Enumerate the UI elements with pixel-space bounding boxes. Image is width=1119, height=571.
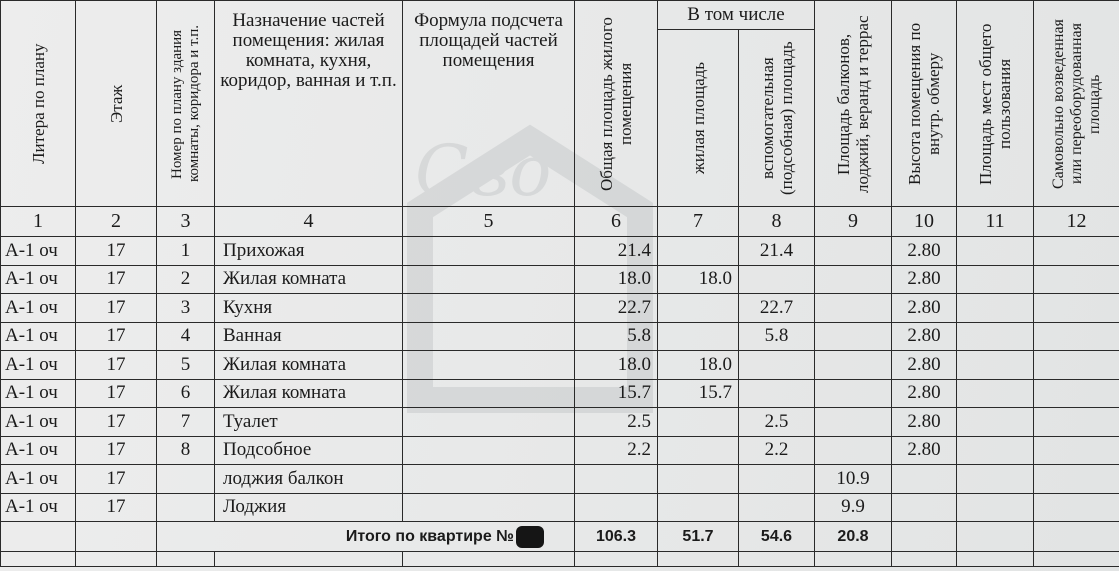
- row-mest: [957, 237, 1034, 266]
- total-row: [1, 522, 1119, 552]
- row-mest: [957, 379, 1034, 408]
- row-etazh: 17: [76, 294, 157, 323]
- row-nomer: 2: [157, 265, 215, 294]
- row-formula: [403, 408, 575, 437]
- column-number: 2: [76, 207, 157, 237]
- row-mest: [957, 465, 1034, 494]
- row-zhilaya: 18.0: [658, 351, 739, 380]
- header-zhilaya: жилая площадь: [658, 30, 739, 207]
- row-name: Жилая комната: [215, 265, 403, 294]
- row-formula: [403, 465, 575, 494]
- row-samovolno: [1034, 465, 1119, 494]
- row-etazh: 17: [76, 493, 157, 522]
- row-nomer: [157, 465, 215, 494]
- row-vspomog: 2.5: [739, 408, 815, 437]
- row-zhilaya: 15.7: [658, 379, 739, 408]
- row-zhilaya: [658, 237, 739, 266]
- row-samovolno: [1034, 379, 1119, 408]
- blank-row: [1, 552, 1119, 567]
- row-obshaya: [575, 465, 658, 494]
- row-obshaya: [575, 493, 658, 522]
- row-zhilaya: 18.0: [658, 265, 739, 294]
- redacted-number: [516, 526, 544, 548]
- total-zhilaya: 51.7: [658, 522, 739, 552]
- row-vysota: [892, 465, 957, 494]
- column-number: 1: [1, 207, 76, 237]
- row-zhilaya: [658, 322, 739, 351]
- row-obshaya: 2.2: [575, 436, 658, 465]
- column-numbers-row: [1, 207, 1119, 237]
- row-obshaya: 22.7: [575, 294, 658, 323]
- row-zhilaya: [658, 493, 739, 522]
- row-balkony: 9.9: [815, 493, 892, 522]
- row-nomer: 6: [157, 379, 215, 408]
- row-litera: А-1 оч: [1, 436, 76, 465]
- row-formula: [403, 379, 575, 408]
- row-name: Подсобное: [215, 436, 403, 465]
- total-obshaya: 106.3: [575, 522, 658, 552]
- row-samovolno: [1034, 237, 1119, 266]
- watermark-text: Сво: [415, 130, 552, 212]
- row-name: Прихожая: [215, 237, 403, 266]
- row-etazh: 17: [76, 408, 157, 437]
- row-mest: [957, 351, 1034, 380]
- row-balkony: [815, 237, 892, 266]
- row-formula: [403, 237, 575, 266]
- row-name: Кухня: [215, 294, 403, 323]
- row-vysota: 2.80: [892, 294, 957, 323]
- row-nomer: 7: [157, 408, 215, 437]
- row-formula: [403, 265, 575, 294]
- table-row: [1, 493, 1119, 522]
- header-row-top: [1, 1, 1119, 30]
- table-row: [1, 379, 1119, 408]
- row-etazh: 17: [76, 379, 157, 408]
- row-litera: А-1 оч: [1, 237, 76, 266]
- column-number: 9: [815, 207, 892, 237]
- row-formula: [403, 436, 575, 465]
- row-samovolno: [1034, 408, 1119, 437]
- row-vspomog: [739, 265, 815, 294]
- row-formula: [403, 493, 575, 522]
- row-zhilaya: [658, 294, 739, 323]
- row-balkony: [815, 265, 892, 294]
- row-samovolno: [1034, 265, 1119, 294]
- row-vspomog: 22.7: [739, 294, 815, 323]
- row-vspomog: [739, 351, 815, 380]
- row-vysota: 2.80: [892, 379, 957, 408]
- row-etazh: 17: [76, 351, 157, 380]
- row-formula: [403, 294, 575, 323]
- row-vspomog: [739, 379, 815, 408]
- header-etazh: Этаж: [76, 1, 157, 207]
- row-formula: [403, 351, 575, 380]
- row-mest: [957, 294, 1034, 323]
- header-mest: Площадь мест общего пользования: [957, 1, 1034, 207]
- total-vspomog: 54.6: [739, 522, 815, 552]
- table-row: [1, 465, 1119, 494]
- rooms-body: [1, 237, 1119, 522]
- row-vspomog: [739, 465, 815, 494]
- row-balkony: [815, 294, 892, 323]
- row-formula: [403, 322, 575, 351]
- header-formula: Формула подсчета площадей частей помещения: [403, 1, 575, 207]
- row-nomer: 5: [157, 351, 215, 380]
- row-litera: А-1 оч: [1, 408, 76, 437]
- row-name: Лоджия: [215, 493, 403, 522]
- header-v-tom-chisle: В том числе: [658, 1, 815, 30]
- row-nomer: [157, 493, 215, 522]
- header-litera: Литера по плану: [1, 1, 76, 207]
- header-balkony: Площадь балконов, лоджий, веранд и террас: [815, 1, 892, 207]
- row-mest: [957, 493, 1034, 522]
- table-row: [1, 265, 1119, 294]
- row-nomer: 4: [157, 322, 215, 351]
- total-label: Итого по квартире №: [345, 527, 514, 545]
- table-row: [1, 237, 1119, 266]
- row-mest: [957, 408, 1034, 437]
- row-vspomog: [739, 493, 815, 522]
- row-vysota: 2.80: [892, 237, 957, 266]
- column-number: 11: [957, 207, 1034, 237]
- column-number: 8: [739, 207, 815, 237]
- row-litera: А-1 оч: [1, 493, 76, 522]
- row-vspomog: 5.8: [739, 322, 815, 351]
- row-obshaya: 18.0: [575, 351, 658, 380]
- table-row: [1, 408, 1119, 437]
- row-etazh: 17: [76, 237, 157, 266]
- column-number: 3: [157, 207, 215, 237]
- row-balkony: 10.9: [815, 465, 892, 494]
- row-nomer: 8: [157, 436, 215, 465]
- table-row: [1, 294, 1119, 323]
- row-mest: [957, 322, 1034, 351]
- row-obshaya: 15.7: [575, 379, 658, 408]
- header-nomer: Номер по плану здания комнаты, коридора и т.п.: [157, 1, 215, 207]
- header-vysota: Высота помещения по внутр. обмеру: [892, 1, 957, 207]
- row-etazh: 17: [76, 265, 157, 294]
- row-zhilaya: [658, 408, 739, 437]
- row-balkony: [815, 379, 892, 408]
- table-row: [1, 351, 1119, 380]
- row-name: Ванная: [215, 322, 403, 351]
- row-nomer: 3: [157, 294, 215, 323]
- row-samovolno: [1034, 436, 1119, 465]
- row-samovolno: [1034, 294, 1119, 323]
- row-balkony: [815, 408, 892, 437]
- row-vysota: 2.80: [892, 322, 957, 351]
- row-obshaya: 18.0: [575, 265, 658, 294]
- row-samovolno: [1034, 351, 1119, 380]
- total-label-cell: [157, 522, 575, 552]
- column-number: 7: [658, 207, 739, 237]
- row-litera: А-1 оч: [1, 294, 76, 323]
- row-obshaya: 5.8: [575, 322, 658, 351]
- row-litera: А-1 оч: [1, 322, 76, 351]
- row-vysota: 2.80: [892, 408, 957, 437]
- column-number: 12: [1034, 207, 1119, 237]
- header-naznachenie: Назначение частей помещения: жилая комната, кухня, коридор, ванная и т.п.: [215, 1, 403, 207]
- header-obshaya: Общая площадь жилого помещения: [575, 1, 658, 207]
- row-balkony: [815, 322, 892, 351]
- row-vspomog: 21.4: [739, 237, 815, 266]
- row-vysota: [892, 493, 957, 522]
- row-litera: А-1 оч: [1, 351, 76, 380]
- row-obshaya: 21.4: [575, 237, 658, 266]
- table-row: [1, 436, 1119, 465]
- row-name: Жилая комната: [215, 351, 403, 380]
- row-name: Туалет: [215, 408, 403, 437]
- row-zhilaya: [658, 436, 739, 465]
- total-balkony: 20.8: [815, 522, 892, 552]
- row-mest: [957, 265, 1034, 294]
- row-litera: А-1 оч: [1, 379, 76, 408]
- column-number: 6: [575, 207, 658, 237]
- row-vysota: 2.80: [892, 351, 957, 380]
- row-samovolno: [1034, 322, 1119, 351]
- row-vysota: 2.80: [892, 265, 957, 294]
- column-number: 5: [403, 207, 575, 237]
- table-row: [1, 322, 1119, 351]
- row-mest: [957, 436, 1034, 465]
- row-balkony: [815, 351, 892, 380]
- row-name: лоджия балкон: [215, 465, 403, 494]
- row-vspomog: 2.2: [739, 436, 815, 465]
- row-obshaya: 2.5: [575, 408, 658, 437]
- row-etazh: 17: [76, 436, 157, 465]
- row-zhilaya: [658, 465, 739, 494]
- column-number: 10: [892, 207, 957, 237]
- row-name: Жилая комната: [215, 379, 403, 408]
- header-vspomog: вспомогательная (подсобная) площадь: [739, 30, 815, 207]
- row-etazh: 17: [76, 465, 157, 494]
- header-samovolno: Самовольно возведенная или переоборудованная площадь: [1034, 1, 1119, 207]
- row-samovolno: [1034, 493, 1119, 522]
- row-balkony: [815, 436, 892, 465]
- row-litera: А-1 оч: [1, 465, 76, 494]
- row-vysota: 2.80: [892, 436, 957, 465]
- row-etazh: 17: [76, 322, 157, 351]
- row-litera: А-1 оч: [1, 265, 76, 294]
- column-number: 4: [215, 207, 403, 237]
- row-nomer: 1: [157, 237, 215, 266]
